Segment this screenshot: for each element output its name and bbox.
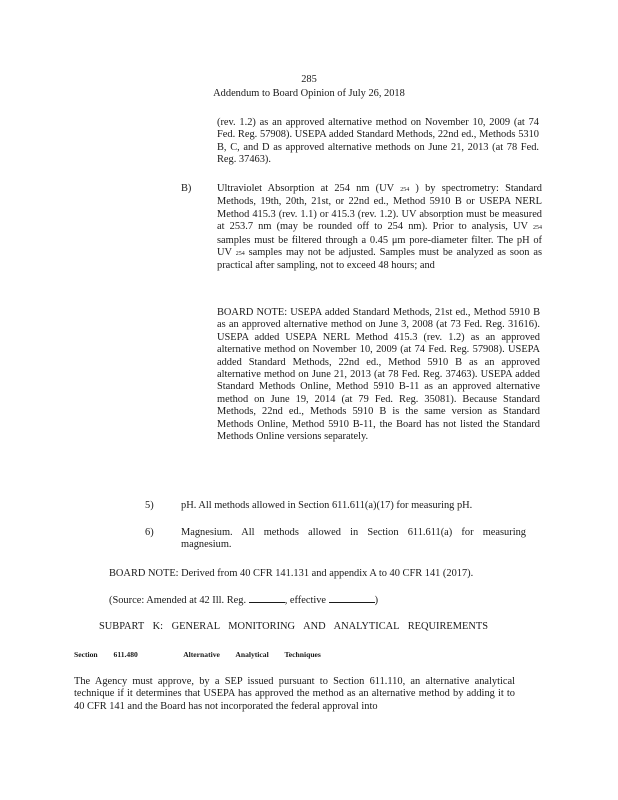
continued-paragraph: (rev. 1.2) as an approved alternative method on November 10, 2009 (at 74 Fed. Reg. 57908). USEPA added Standard Methods, 22nd ed., Methods 5310 B, C, and D as approved alternative methods on June 21, 2013 (at 78 Fed. Reg. 37463). xyxy=(217,117,539,166)
source-prefix: (Source: Amended at 42 Ill. Reg. xyxy=(109,595,247,606)
uv-subscript: 254 xyxy=(400,187,410,193)
item-b-text-part: m pore-diameter filter. The pH of UV xyxy=(217,234,542,259)
page-title: Addendum to Board Opinion of July 26, 2018 xyxy=(213,88,405,99)
subpart-heading: SUBPART K: GENERAL MONITORING AND ANALYTICAL REQUIREMENTS xyxy=(99,621,488,632)
board-note-methods: BOARD NOTE: USEPA added Standard Methods, 21st ed., Method 5910 B as an approved alternative method on June 3, 2008 (at 73 Fed. Reg. 31616). USEPA added USEPA NERL Method 415.3 (rev. 1.2) as an approved alternative method on November 10, 2009 (at 74 Fed. Reg. 57908). USEPA added Standard Methods, 22nd ed., Method 5910 B as an approved alternative method on June 21, 2013 (at 78 Fed. Reg. 37463). USEPA added Standard Methods Online, Method 5910 B-11 as an approved alternative method on June 19, 2014 (at 79 Fed. Reg. 35081). Because Standard Methods, 22nd ed., Methods 5910 B is the same version as Standard Methods Online, Method 5910 B-11, the Board has not listed the Standard Methods Online versions separately. xyxy=(217,307,540,443)
item-b-text-part: Ultraviolet Absorption at 254 nm (UV xyxy=(217,183,394,194)
uv-subscript: 254 xyxy=(235,251,245,258)
item-5-label: 5) xyxy=(145,500,154,511)
item-6-text: Magnesium. All methods allowed in Section 611.611(a) for measuring magnesium. xyxy=(181,527,526,551)
source-middle: , effective xyxy=(284,595,327,606)
reg-blank xyxy=(249,593,285,603)
uv-subscript: 254 xyxy=(532,225,542,232)
source-suffix: ) xyxy=(374,595,379,606)
item-6-label: 6) xyxy=(145,527,154,538)
section-heading xyxy=(74,650,321,659)
section-title: Alternative Analytical Techniques xyxy=(183,650,321,659)
section-number: Section 611.480 xyxy=(74,650,138,659)
mu-symbol: μ xyxy=(391,234,398,246)
item-b-text xyxy=(217,183,542,273)
item-b-label: B) xyxy=(181,183,192,194)
section-body-paragraph: The Agency must approve, by a SEP issued pursuant to Section 611.110, an alternative analytical technique if it determines that USEPA has approved the method as an alternative method by adding it to 40 CFR 141 and the Board has not incorporated the federal approval into xyxy=(74,676,515,712)
item-b-text-part: samples must be filtered through a 0.45 xyxy=(217,234,392,246)
source-line xyxy=(109,593,378,607)
board-note-derived: BOARD NOTE: Derived from 40 CFR 141.131 and appendix A to 40 CFR 141 (2017). xyxy=(109,568,474,579)
effective-date-blank xyxy=(329,593,375,603)
item-b-text-part: ) by spectrometry: Standard Methods, 19th, 20th, 21st, or 22nd ed., Method 5910 B or USEPA NERL Method 415.3 (rev. 1.1) or 415.3 (rev. 1.2). UV absorption must be measured at 253.7 nm (may be rounded off to 254 nm). Prior to analysis, UV xyxy=(217,183,542,233)
page-number: 285 xyxy=(301,74,317,85)
item-b-text-part: samples may not be adjusted. Samples must be analyzed as soon as practical after sampling, not to exceed 48 hours; and xyxy=(217,247,542,272)
item-5-text: pH. All methods allowed in Section 611.611(a)(17) for measuring pH. xyxy=(181,500,473,511)
